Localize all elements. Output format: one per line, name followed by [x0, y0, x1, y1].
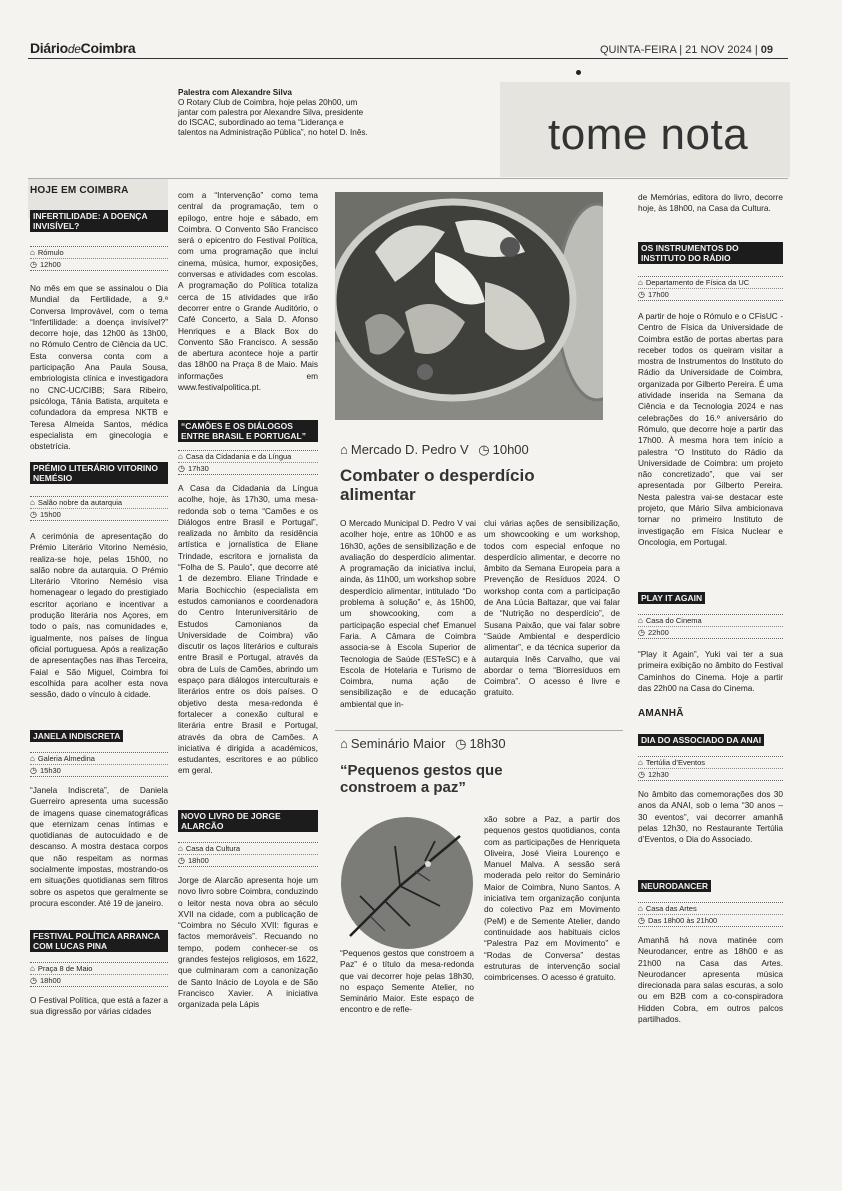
page-number: 09	[760, 44, 774, 56]
col1-heading: HOJE EM COIMBRA	[30, 185, 129, 196]
event-item	[178, 420, 318, 777]
event-item	[30, 210, 168, 452]
event-title: JANELA INDISCRETA	[30, 730, 123, 742]
event-time: ◷ 17h30	[178, 464, 209, 473]
feature-divider	[335, 730, 623, 731]
clock-icon: ◷	[638, 628, 645, 637]
home-icon: ⌂	[30, 248, 35, 257]
event-item	[178, 810, 318, 1011]
home-icon: ⌂	[638, 616, 643, 625]
col5-intro-text: de Memórias, editora do livro, decorre hoje, às 18h00, na Casa da Cultura.	[638, 192, 783, 214]
home-icon: ⌂	[340, 736, 348, 751]
event-meta	[638, 902, 783, 927]
event-place: ⌂ Salão nobre da autarquia	[30, 497, 168, 509]
home-icon: ⌂	[30, 754, 35, 763]
feature2-text-a: “Pequenos gestos que constroem a Paz” é o título da mesa-redonda que vai decorrer hoje pelas 18h30, no espaço Semente Atelier, no Seminário Maior. Este espaço de encontro e de refle-	[340, 948, 474, 1015]
branch-photo	[340, 816, 474, 950]
event-place: ⌂ Praça 8 de Maio	[30, 963, 168, 975]
home-icon: ⌂	[178, 844, 183, 853]
brand-part-b: Coimbra	[80, 40, 136, 56]
top-brief	[178, 88, 368, 138]
branch-illustration	[340, 816, 474, 950]
clock-icon: ◷	[30, 766, 37, 775]
event-title: NOVO LIVRO DE JORGE ALARCÃO	[178, 810, 318, 832]
home-icon: ⌂	[30, 964, 35, 973]
brand-part-de: de	[67, 42, 81, 56]
event-meta	[30, 246, 168, 271]
event-title: PRÉMIO LITERÁRIO VITORINO NEMÉSIO	[30, 462, 168, 484]
event-time: ◷ 18h00	[30, 976, 61, 985]
feature2-text-b: xão sobre a Paz, a partir dos pequenos gestos quotidianos, conta com as participações de Henriqueta Oliveira, José Vieira Lourenço e Manuel Malva. A sessão será moderada pelo reitor do Seminário Maior de Coimbra, Nuno Santos. A iniciativa tem organização conjunta do colectivo Paz em Movimento (PeM) e de Semente Atelier, dando continuidade aos habituais ciclos “Palestra Paz em Movimento” e “Rodas de Conversa” destas estruturas de intervenção social coimbricenses. O acesso é gratuito.	[484, 814, 620, 983]
event-meta	[638, 756, 783, 781]
event-title: NEURODANCER	[638, 880, 711, 892]
event-title: PLAY IT AGAIN	[638, 592, 705, 604]
home-icon: ⌂	[340, 442, 348, 457]
event-meta	[178, 450, 318, 475]
food-waste-illustration	[335, 192, 603, 420]
event-title: INFERTILIDADE: A DOENÇA INVISÍVEL?	[30, 210, 168, 232]
clock-icon: ◷	[30, 260, 37, 269]
clock-icon: ◷	[638, 770, 645, 779]
event-meta	[178, 842, 318, 867]
event-time: ◷ Das 18h00 às 21h00	[638, 916, 718, 925]
event-place: ⌂ Casa da Cidadania e da Língua	[178, 451, 318, 463]
feature1-venue-name: Mercado D. Pedro V	[350, 442, 469, 457]
feature1-text-a: O Mercado Municipal D. Pedro V vai acolher hoje, entre as 10h00 e as 16h30, ações de sensibilização e de avaliação do desperdício alimentar. A programação da iniciativa inclui, ainda, às 11h00, um workshop sobre desperdício alimentar, intitulado “Do problema à solução” e, às 15h00, um showcooking, com a participação especial chef Emanuel Faria. A Câmara de Coimbra associa-se à Escola Superior de Tecnologia de Saúde (ESTeSC) e à Escola de Hotelaria e Turismo de Coimbra, numa ação de sensibilização e de educação ambiental que in-	[340, 518, 476, 709]
dateline	[600, 44, 773, 56]
event-meta	[30, 496, 168, 521]
top-brief-title: Palestra com Alexandre Silva	[178, 88, 292, 97]
event-title: OS INSTRUMENTOS DO INSTITUTO DO RÁDIO	[638, 242, 783, 264]
feature2-venue-name: Seminário Maior	[350, 736, 446, 751]
event-text: No mês em que se assinalou o Dia Mundial da Fertilidade, a 9.ª Conversa Improvável, com o tema “Infertilidade: a doença invisível?” decorre hoje, das 12h00 às 13h00, no Rómulo Centro de Ciência da UC. Esta conversa conta com a participação Ana Paula Sousa, embriologista clínica e investigadora no CNC-UC/CIBB; Sara Ribeiro, psicóloga, Tânia Batista, arquiteta e cofundadora da empresa NKTB e Teresa Almeida Santos, médica especialista em ginecologia e obstetrícia.	[30, 283, 168, 452]
col2-content	[178, 190, 318, 393]
event-time: ◷ 12h00	[30, 260, 61, 269]
event-text: A Casa da Cidadania da Língua acolhe, hoje, às 17h30, uma mesa-redonda sob o tema “Camões e os Diálogos entre Brasil e Portugal”, realizada no âmbito da residência artística e jornalística de Eliane Trindade, escritora e jornalista da “Folha de S. Paulo”, que decorre até 1 de dezembro. Eliane Trindade e Maria Bochicchio (especialista em estudos camonianos e coordenadora do Centro Interuniversitário de Estudos Camonianos da Universidade de Coimbra) vão discutir os laços literários e culturais entre Brasil e Portugal, através da obra de Luís de Camões, abrindo um espaço para diálogos interculturais e literários entre os dois países. O objetivo desta mesa-redonda é fortalecer a conexão cultural e literária entre Brasil e Portugal, através da obra de Camões. A iniciativa é dirigida a académicos, estudantes, escritores e ao público em geral.	[178, 483, 318, 776]
event-text: A partir de hoje o Rómulo e o CFisUC - Centro de Física da Universidade de Coimbra estão de portas abertas para receber todos os queiram visitar a mostra de Instrumentos do Instituto do Rádio da Universidade de Coimbra, organizada por Gilberto Pereira. É uma atividade inserida na Semana da Ciência e da Tecnologia 2024 e nas celebrações do 16.º aniversário do Rómulo, que decorre hoje a partir das 17h00. À mesma hora tem início a palestra “O Instituto do Rádio da Universidade de Coimbra: um projeto não concretizado”, que vai ser apresentada por Gilberto Pereira. Nesta palestra vai-se destacar este projeto, que Mário Silva ambicionava tornar no primeiro Instituto de investigação em Física Nuclear e Oncologia, em Portugal.	[638, 311, 783, 547]
clock-icon: ◷	[30, 976, 37, 985]
clock-icon: ◷	[178, 464, 185, 473]
section-rule	[28, 178, 788, 179]
event-text: “Play it Again”, Yuki vai ter a sua primeira exibição no âmbito do Festival Caminhos do Cinema. Hoje a partir das 22h00 na Casa do Cinema.	[638, 649, 783, 693]
date-text: QUINTA-FEIRA | 21 NOV 2024 |	[600, 44, 758, 56]
home-icon: ⌂	[30, 498, 35, 507]
event-item	[30, 726, 168, 909]
col5-heading2: AMANHÃ	[638, 708, 684, 719]
home-icon: ⌂	[638, 278, 643, 287]
event-item	[638, 242, 783, 548]
event-time: ◷ 15h00	[30, 510, 61, 519]
clock-icon: ◷	[178, 856, 185, 865]
event-item	[638, 876, 783, 1025]
feature1-venue	[340, 442, 529, 458]
event-item	[638, 588, 783, 694]
event-title: DIA DO ASSOCIADO DA ANAI	[638, 734, 764, 746]
event-meta	[638, 614, 783, 639]
event-item	[638, 730, 783, 845]
event-time: ◷ 15h30	[30, 766, 61, 775]
event-item	[30, 462, 168, 700]
event-place: ⌂ Rómulo	[30, 247, 168, 259]
event-text: Amanhã há nova matinée com Neurodancer, entre as 18h00 e as 21h00 na Casa das Artes. Neurodancer apresenta música direcionada para salas escuras, a solo ou em B2B com a co-conspiradora Hidden Cobra, em outros palcos partilhados.	[638, 935, 783, 1025]
event-time: ◷ 12h30	[638, 770, 669, 779]
home-icon: ⌂	[638, 758, 643, 767]
event-text: No âmbito das comemorações dos 30 anos da ANAI, sob o lema “30 anos – 30 eventos”, vai decorrer amanhã pelas 12h30, no Restaurante Tertúlia d’Eventos, o Dia do Associado.	[638, 789, 783, 845]
home-icon: ⌂	[178, 452, 183, 461]
marker-dot	[576, 70, 581, 75]
masthead-rule	[28, 58, 788, 59]
event-meta	[30, 752, 168, 777]
event-text: O Festival Política, que está a fazer a sua digressão por várias cidades	[30, 995, 168, 1017]
top-brief-text: O Rotary Club de Coimbra, hoje pelas 20h00, um jantar com palestra por Alexandre Silva, presidente do ISCAC, subordinado ao tema “Liderança e talentos na Administração Pública”, no hotel D. Inês.	[178, 98, 368, 137]
event-item	[30, 930, 168, 1018]
col2-intro-text: com a “Intervenção” como tema central da programação, tem o epílogo, entre hoje e sábado, em Coimbra. O Convento São Francisco será o epicentro do Festival Política, com uma programação que inclui cinema, música, humor, exposições, conversas e atividades com escolas. A programação do Política totaliza cerca de 15 atividades que irão decorrer entre o Grande Auditório, o Café Concerto, a Sala D. Afonso Henriques e a Black Box do Convento São Francisco. A sessão de abertura acontece hoje a partir das 18h00 na Praça 8 de Maio. Mais informações em www.festivalpolitica.pt.	[178, 190, 318, 393]
feature2-time: 18h30	[469, 736, 506, 751]
brand-part-a: Diário	[30, 40, 68, 56]
event-meta	[638, 276, 783, 301]
food-waste-photo	[335, 192, 603, 420]
event-place: ⌂ Casa das Artes	[638, 903, 783, 915]
event-place: ⌂ Departamento de Física da UC	[638, 277, 783, 289]
masthead-brand	[30, 40, 135, 56]
event-time: ◷ 17h00	[638, 290, 669, 299]
clock-icon: ◷	[478, 442, 490, 457]
feature1-text-b: clui várias ações de sensibilização, um showcooking e um workshop, todos com especial enfoque no desperdício alimentar, e decorre no âmbito da Semana Europeia para a Prevenção de Resíduos 2024. O workshop conta com a participação de Ana Lúcia Baltazar, que vai falar de “Nutrição no desperdício”, de Susana Paixão, que vai falar sobre “Saúde Ambiental e desperdício alimentar”, e da técnica superior da autarquia Inês Carvalho, que vai abordar o tema “Biorresíduos em Coimbra”. O acesso é livre e gratuito.	[484, 518, 620, 698]
feature2-venue	[340, 736, 506, 752]
event-time: ◷ 18h00	[178, 856, 209, 865]
feature1-headline: Combater o desperdício alimentar	[340, 466, 535, 504]
home-icon: ⌂	[638, 904, 643, 913]
section-title: tome nota	[548, 110, 749, 159]
event-place: ⌂ Casa da Cultura	[178, 843, 318, 855]
clock-icon: ◷	[455, 736, 467, 751]
event-text: Jorge de Alarcão apresenta hoje um novo livro sobre Coimbra, conduzindo o leitor nesta nova obra ao século XVII na cidade, com a publicação de “Coimbra no Século XVII: figuras e factos memoráveis”. Recuando no tempo, podem conhecer-se os grandes festejos religiosos, em 1622, que culminaram com a canonização de Santo Inácio de Loyola e de São Francisco Xavier. A iniciativa organizada pela Lápis	[178, 875, 318, 1010]
event-text: A cerimónia de apresentação do Prémio Literário Vitorino Nemésio, realiza-se hoje, pelas 15h00, no salão nobre da autarquia. O Prémio Literário Vitorino Nemésio visa homenagear o legado do prestigiado escritor açoriano e incentivar a produção literária nos Açores, em todo o país, nas comunidades e, igualmente, nos países de língua oficial portuguesa. Após a realização de apresentações nas ilhas Terceira, Faial e São Miguel, Coimbra foi escolhida para acolher esta nova sessão, dado o vínculo à cidade.	[30, 531, 168, 700]
event-place: ⌂ Galeria Almedina	[30, 753, 168, 765]
event-text: “Janela Indiscreta”, de Daniela Guerreiro apresenta uma sucessão de imagens quase cinematográficas que eternizam cenas íntimas e quotidianas de autocuidado e de descanso. A mostra destaca corpos que não respeitam as normas socialmente impostas, mostrando-os em situações quotidianas sem filtros sobre os aspetos que geralmente se procura esconder. Até 19 de janeiro.	[30, 785, 168, 908]
feature1-time: 10h00	[492, 442, 529, 457]
event-meta	[30, 962, 168, 987]
event-place: ⌂ Tertúlia d’Eventos	[638, 757, 783, 769]
event-title: FESTIVAL POLÍTICA ARRANCA COM LUCAS PINA	[30, 930, 168, 952]
event-time: ◷ 22h00	[638, 628, 669, 637]
feature2-headline: “Pequenos gestos que constroem a paz”	[340, 762, 503, 796]
event-title: “CAMÕES E OS DIÁLOGOS ENTRE BRASIL E PORTUGAL”	[178, 420, 318, 442]
clock-icon: ◷	[638, 916, 645, 925]
clock-icon: ◷	[638, 290, 645, 299]
clock-icon: ◷	[30, 510, 37, 519]
event-place: ⌂ Casa do Cinema	[638, 615, 783, 627]
